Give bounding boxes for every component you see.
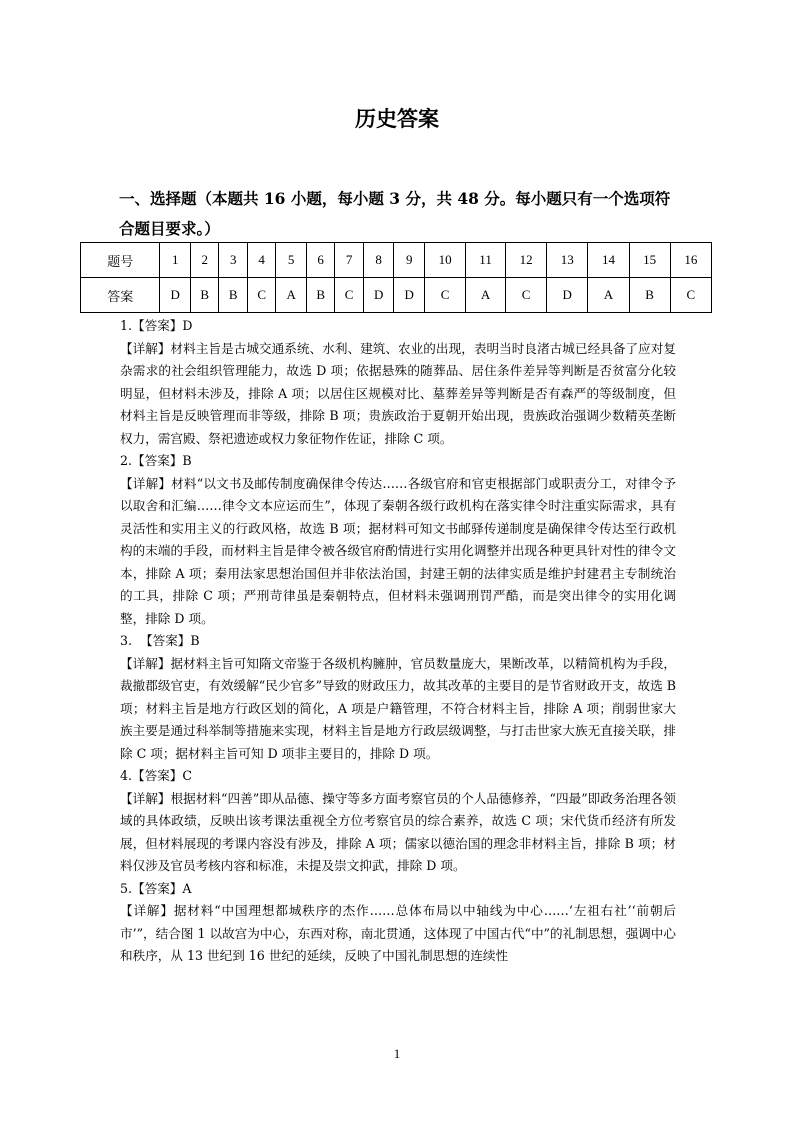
- explanation-text: 【详解】材料“以文书及邮传制度确保律令传达……各级官府和官吏根据部门或职责分工，对律令予以取舍和汇编……律令文本应运而生”，体现了秦朝各级行政机构在落实律令时注重实际需求，具有灵活性和实用主义的行政风格，故选 B 项；据材料可知文书邮驿传递制度是确保律令传达至行政机构的末端的手段，而材料主旨是律令被各级官府酌情进行实用化调整并出现各种更具针对性的律令文本，排除 A 项；秦用法家思想治国但并非依法治国，封建王朝的法律实质是维护封建君主专制统治的工具，排除 C 项；严刑苛律虽是秦朝特点，但材料未强调刑罚严酷，而是突出律令的实用化调整，排除 D 项。: [120, 475, 676, 626]
- question-number-cell: 1: [160, 243, 191, 278]
- document-title: 历史答案: [355, 106, 439, 131]
- answer-cell: C: [424, 278, 465, 313]
- answer-line: 2.【答案】B: [120, 453, 192, 468]
- answer-line: 5.【答案】A: [120, 880, 192, 896]
- answer-cell: C: [247, 278, 275, 313]
- answer-cell: D: [394, 278, 425, 313]
- explanation-text: 【详解】据材料主旨可知隋文帝鉴于各级机构臃肿，官员数量庞大，果断改革，以精简机构为手段，裁撤郡级官吏，有效缓解“民少官多”导致的财政压力，故其改革的主要目的是节省财政开支，故选 B 项；材料主旨是地方行政区划的简化，A 项是户籍管理，不符合材料主旨，排除 A 项；削弱世家大族主要是通过科举制等措施来实现，材料主旨是地方行政层级调整，与打击世家大族无直接关联，排除 C 项；据材料主旨可知 D 项非主要目的，排除 D 项。: [120, 655, 676, 761]
- answer-cell: C: [335, 278, 363, 313]
- answer-cell: C: [505, 278, 546, 313]
- answer-cell: D: [363, 278, 394, 313]
- answer-cell: A: [276, 278, 307, 313]
- question-number-cell: 15: [629, 243, 670, 278]
- explanations: [120, 315, 676, 968]
- page-number: 1: [393, 1046, 401, 1061]
- question-number-cell: 9: [394, 243, 425, 278]
- answer-cell: B: [629, 278, 670, 313]
- question-number-cell: 6: [306, 243, 334, 278]
- row-label-question-number: 题号: [81, 243, 160, 278]
- question-number-cell: 13: [547, 243, 588, 278]
- question-number-cell: 10: [424, 243, 465, 278]
- answer-line: 1.【答案】D: [120, 318, 193, 333]
- answer-cell: D: [160, 278, 191, 313]
- answer-cell: C: [670, 278, 711, 313]
- answer-cell: B: [306, 278, 334, 313]
- row-label-answer: 答案: [81, 278, 160, 313]
- answer-cell: B: [191, 278, 219, 313]
- question-number-cell: 16: [670, 243, 711, 278]
- answer-line: 4.【答案】C: [120, 768, 193, 783]
- answer-table: [80, 242, 712, 313]
- answer-row: [81, 278, 712, 313]
- answer-cell: A: [466, 278, 506, 313]
- answer-cell: B: [219, 278, 247, 313]
- question-number-cell: 11: [466, 243, 506, 278]
- question-number-cell: 8: [363, 243, 394, 278]
- explanation-text: 【详解】据材料“中国理想都城秩序的杰作……总体布局以中轴线为中心……‘左祖右社’‘前朝后市’”，结合图 1 以故宫为中心，东西对称，南北贯通，这体现了中国古代“中”的礼制思想，强调中心和秩序，从 13 世纪到 16 世纪的延续，反映了中国礼制思想的连续性: [120, 903, 676, 963]
- question-number-cell: 14: [588, 243, 629, 278]
- question-number-row: [81, 243, 712, 278]
- question-number-cell: 2: [191, 243, 219, 278]
- question-number-cell: 12: [505, 243, 546, 278]
- section-heading: 一、选择题（本题共 16 小题，每小题 3 分，共 48 分。每小题只有一个选项符合题目要求。）: [119, 189, 671, 238]
- answer-cell: A: [588, 278, 629, 313]
- question-number-cell: 3: [219, 243, 247, 278]
- explanation-text: 【详解】根据材料“四善”即从品德、操守等多方面考察官员的个人品德修养，“四最”即政务治理各领域的具体政绩，反映出该考课法重视全方位考察官员的综合素养，故选 C 项；宋代货币经济有所发展，但材料展现的考课内容没有涉及，排除 A 项；儒家以德治国的理念非材料主旨，排除 B 项；材料仅涉及官员考核内容和标准，未提及崇文抑武，排除 D 项。: [120, 790, 676, 873]
- explanation-text: 【详解】材料主旨是古城交通系统、水利、建筑、农业的出现，表明当时良渚古城已经具备了应对复杂需求的社会组织管理能力，故选 D 项；依据悬殊的随葬品、居住条件差异等判断是否贫富分化较明显，但材料未涉及，排除 A 项；以居住区规模对比、墓葬差异等判断是否有森严的等级制度，但材料主旨是反映管理而非等级，排除 B 项；贵族政治于夏朝开始出现，贵族政治强调少数精英垄断权力，需宫殿、祭祀遗迹或权力象征物作佐证，排除 C 项。: [120, 340, 676, 446]
- question-number-cell: 4: [247, 243, 275, 278]
- question-number-cell: 5: [276, 243, 307, 278]
- question-number-cell: 7: [335, 243, 363, 278]
- answer-cell: D: [547, 278, 588, 313]
- answer-line: 3. 【答案】B: [120, 633, 200, 648]
